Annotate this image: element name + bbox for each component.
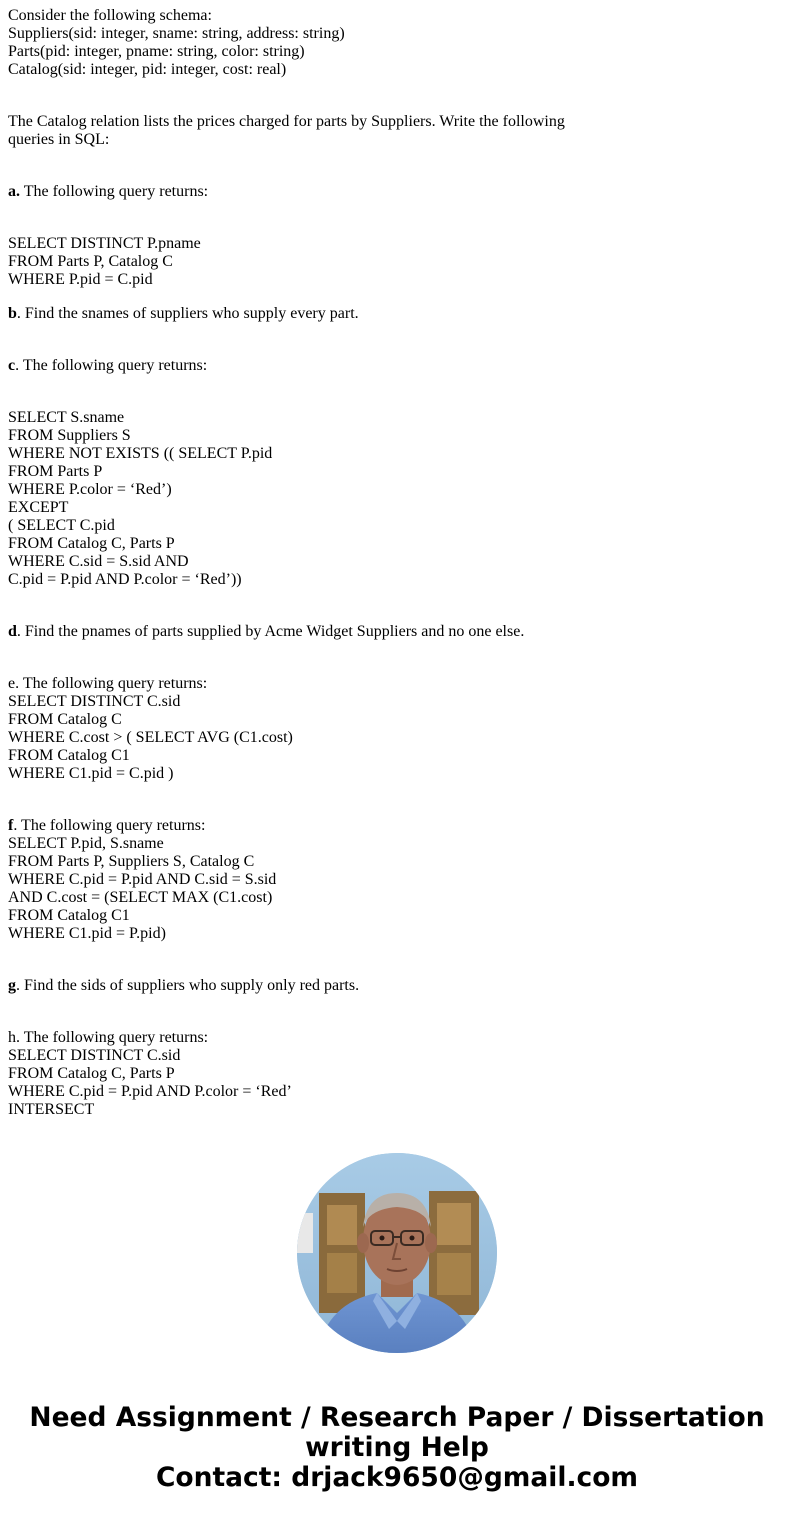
sql-line: WHERE C.cost > ( SELECT AVG (C1.cost): [8, 729, 293, 746]
sql-line-cut-off: [8, 1119, 768, 1123]
question-e: e. The following query returns:: [8, 675, 208, 692]
question-b-label: b: [8, 305, 17, 322]
question-document: [8, 7, 768, 1123]
sql-line: FROM Catalog C: [8, 711, 122, 728]
sql-line: FROM Parts P, Catalog C: [8, 253, 173, 270]
sql-line: SELECT DISTINCT C.sid: [8, 1047, 181, 1064]
sql-line: WHERE P.color = ‘Red’): [8, 481, 172, 498]
spacer: [8, 289, 768, 305]
schema-parts: Parts(pid: integer, pname: string, color: string): [8, 43, 305, 60]
question-f: [8, 817, 768, 835]
question-f-text: . The following query returns:: [13, 817, 206, 834]
schema-catalog: Catalog(sid: integer, pid: integer, cost: real): [8, 61, 287, 78]
question-g: [8, 977, 768, 995]
sql-line: FROM Suppliers S: [8, 427, 131, 444]
sql-line: WHERE NOT EXISTS (( SELECT P.pid: [8, 445, 273, 462]
sql-line: EXCEPT: [8, 499, 69, 516]
question-b-text: . Find the snames of suppliers who supply every part.: [16, 305, 359, 322]
spacer: [8, 995, 768, 1029]
spacer: [8, 589, 768, 623]
contact-footer: [0, 1403, 794, 1493]
author-avatar: [297, 1153, 497, 1353]
schema-intro: Consider the following schema:: [8, 7, 212, 24]
sql-line: AND C.cost = (SELECT MAX (C1.cost): [8, 889, 273, 906]
sql-line: SELECT P.pid, S.sname: [8, 835, 164, 852]
spacer: [8, 149, 768, 183]
sql-line: WHERE C.sid = S.sid AND: [8, 553, 189, 570]
description-line: queries in SQL:: [8, 131, 110, 148]
question-g-text: . Find the sids of suppliers who supply only red parts.: [16, 977, 360, 994]
spacer: [8, 375, 768, 409]
sql-line: WHERE C.pid = P.pid AND C.sid = S.sid: [8, 871, 277, 888]
question-a-label: a.: [8, 183, 20, 200]
sql-line: WHERE C1.pid = C.pid ): [8, 765, 174, 782]
question-c-text: . The following query returns:: [15, 357, 208, 374]
sql-line: FROM Catalog C, Parts P: [8, 1065, 175, 1082]
question-d-text: . Find the pnames of parts supplied by Acme Widget Suppliers and no one else.: [16, 623, 525, 640]
spacer: [8, 323, 768, 357]
question-c-label: c: [8, 357, 16, 374]
question-d-label: d: [8, 623, 17, 640]
footer-line: writing Help: [305, 1432, 489, 1463]
sql-line: FROM Parts P, Suppliers S, Catalog C: [8, 853, 255, 870]
spacer: [8, 79, 768, 113]
question-b: [8, 305, 768, 323]
question-g-label: g: [8, 977, 16, 994]
question-a: [8, 183, 768, 201]
sql-line: WHERE C.pid = P.pid AND P.color = ‘Red’: [8, 1083, 292, 1100]
sql-line: ( SELECT C.pid: [8, 517, 115, 534]
sql-line: FROM Catalog C1: [8, 747, 130, 764]
schema-suppliers: Suppliers(sid: integer, sname: string, address: string): [8, 25, 345, 42]
sql-line: WHERE P.pid = C.pid: [8, 271, 153, 288]
spacer: [8, 201, 768, 235]
spacer: [8, 783, 768, 817]
question-a-text: The following query returns:: [20, 183, 209, 200]
question-c: [8, 357, 768, 375]
sql-line: FROM Catalog C1: [8, 907, 130, 924]
contact-email: Contact: drjack9650@gmail.com: [155, 1462, 639, 1493]
spacer: [8, 641, 768, 675]
sql-line: FROM Parts P: [8, 463, 103, 480]
question-f-label: f: [8, 817, 14, 834]
question-h: h. The following query returns:: [8, 1029, 209, 1046]
author-portrait-image: [297, 1153, 497, 1353]
sql-line: INTERSECT: [8, 1101, 95, 1118]
sql-line: FROM Catalog C, Parts P: [8, 535, 175, 552]
footer-line: Need Assignment / Research Paper / Dissertation: [29, 1402, 765, 1433]
sql-line: SELECT S.sname: [8, 409, 125, 426]
spacer: [8, 943, 768, 977]
sql-line: SELECT DISTINCT P.pname: [8, 235, 201, 252]
sql-line: C.pid = P.pid AND P.color = ‘Red’)): [8, 571, 242, 588]
question-d: [8, 623, 768, 641]
sql-line: WHERE C1.pid = P.pid): [8, 925, 166, 942]
description-line: The Catalog relation lists the prices charged for parts by Suppliers. Write the following: [8, 113, 565, 130]
sql-line: SELECT DISTINCT C.sid: [8, 693, 181, 710]
